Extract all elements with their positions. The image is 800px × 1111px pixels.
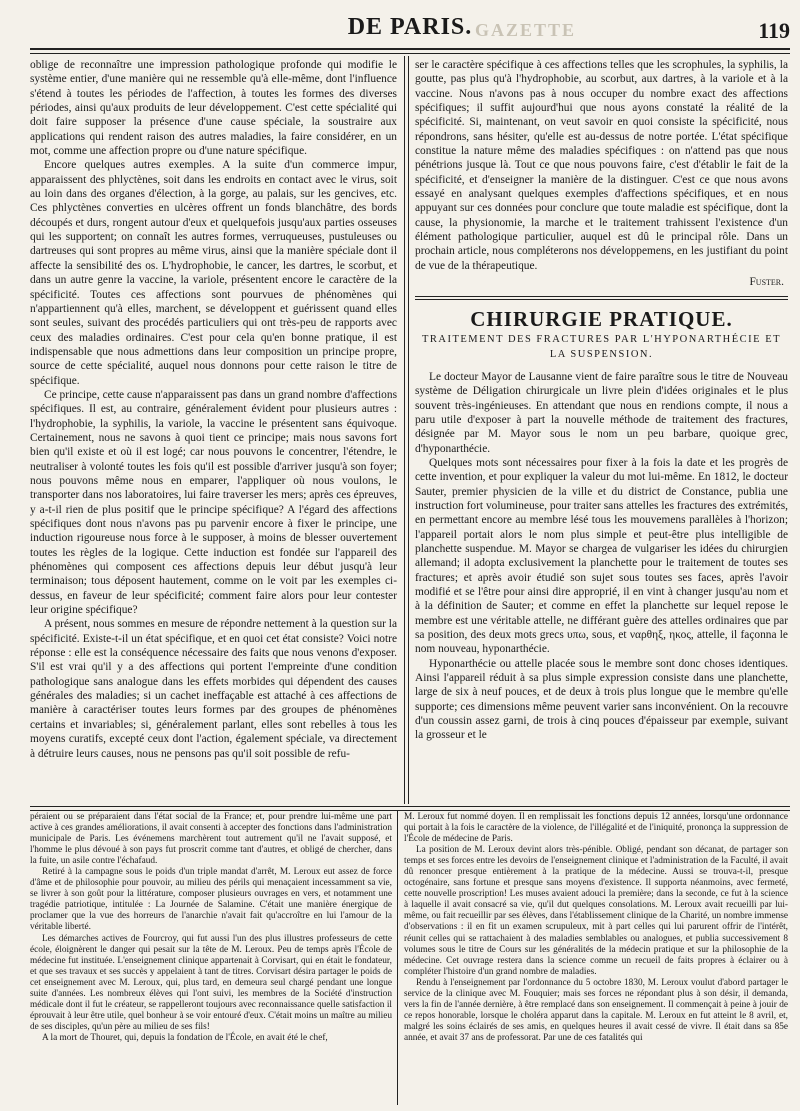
page-header-title: DE PARIS.	[347, 14, 473, 40]
show-through-text: GAZETTE	[475, 20, 577, 40]
article-signature: Fuster.	[749, 276, 784, 289]
bottom-left-column	[30, 812, 392, 1044]
bottom-right-column	[404, 812, 788, 1044]
right-paragraph-1: Le docteur Mayor de Lausanne vient de faire paraître sous le titre de Nouveau système de Déligation chirurgicale un livre plein d'idées originales et le plus souvent très-ingénieuses. En attendant que nous en rendions compte, il nous a paru utile d'exposer à part la nouvelle méthode de traitement des fractures, désignée par M. Mayor sous le nom un peu barbare, quoique grec, d'hyponarthécie.	[415, 370, 788, 455]
header-rule	[30, 48, 790, 54]
left-paragraph-3: Ce principe, cette cause n'apparaissent pas dans un grand nombre d'affections spécifiques. Il est, au contraire, généralement évident pour plusieurs autres : l'hydrophobie, la syphilis, la variole, la vaccine le présentent sans équivoque. Certainement, nous ne savons à quoi tient ce principe; mais nous savons fort bien qu'il existe et où il est logé; car nous pouvons le concentrer, l'étendre, le neutraliser à volonté toutes les fois qu'il est possible d'arriver jusqu'à son foyer; nous pouvons même nous en emparer, l'appliquer où nous voulons, le transporter dans nos laboratoires, lui faire traverser les mers; après ces épreuves, y a-t-il rien de plus positif que le principe spécifique? A l'égard des affections spécifiques dont nous n'avons pas pu parvenir encore à fixer le principe, une induction rigoureuse nous force à le supposer, à moins de blesser ouvertement toutes les règles de la logique. Cette induction est fondée sur l'appareil des phénomènes qui composent ces affections depuis leur début jusqu'à leur terminaison; tous déposent hautement, comme on le voit par les exemples ci-dessus, en faveur de leur spécificité; comment faire alors pour leur contester leur origine spécifique?	[30, 388, 397, 617]
left-paragraph-1: oblige de reconnaître une impression pathologique profonde qui modifie le système entier, d'une manière qui ne ressemble qu'à elle-même, dont l'influence s'étend à toutes les périodes de l'affection, à toutes les formes des diverses périodes, ainsi qu'aux produits de leur développement. C'est cette spécialité qui doit faire supposer la présence d'une cause spéciale, la soustraire aux applications qui rendent raison des autres maladies, la faire considérer, en un mot, comme une affection propre ou d'une nature spécifique.	[30, 59, 397, 158]
column-divider	[404, 56, 409, 804]
bottom-left-paragraph-1: péraient ou se préparaient dans l'état social de la France; et, pour prendre lui-même une part active à ces grandes améliorations, il avait consenti à accepter des fonctions dans l'administration municipale de Paris. Les événemens marchèrent tout autrement qu'il ne l'avait supposé, et l'homme le plus dévoué à son pays fut proscrit comme tant d'autres, et obligé de chercher, dans la fuite, un asile contre l'échafaud.	[30, 812, 392, 867]
bottom-right-paragraph-1: M. Leroux fut nommé doyen. Il en remplissait les fonctions depuis 12 années, lorsqu'une ordonnance qui portait à la fois le caractère de la violence, de l'illégalité et de l'iniquité, prononça la suppression de l'École de médecine de Paris.	[404, 812, 788, 845]
left-paragraph-4: A présent, nous sommes en mesure de répondre nettement à la question sur la spécificité. Existe-t-il un état spécifique, et en quoi cet état consiste? Voici notre réponse : elle est la conséquence nécessaire des faits que nous venons d'exposer. S'il est vrai qu'il y a des affections qui portent l'empreinte d'une condition pathologique sans analogue dans les effets morbides qui dépendent des causes générales des maladies; si un cachet ineffaçable est attaché à ces affections de manière à caractériser toutes leurs formes par des groupes de phénomènes certains et invariables; si, généralement parlant, elles sont rebelles à tous les moyens curatifs, excepté ceux dont l'action, également spéciale, va directement à détruire leurs causes, nous ne pensons pas qu'il soit possible de refu-	[30, 618, 398, 760]
right-paragraph-3: Hyponarthécie ou attelle placée sous le membre sont donc choses identiques. Ainsi l'appareil réduit à sa plus simple expression consiste dans une planchette, large de six à neuf pouces, et de deux à trois plus longue que le membre qu'elle supporte; ces dimensions même peuvent varier sans inconvénient. On la recouvre d'un coussin assez garni, de trois à cinq pouces d'épaisseur par exemple, suivant la grosseur et le	[415, 657, 788, 742]
bottom-left-paragraph-2: Retiré à la campagne sous le poids d'un triple mandat d'arrêt, M. Leroux eut assez de force d'âme et de philosophie pour pouvoir, au milieu des périls qui menaçaient incessamment sa vie, se livrer à son goût pour la littérature, composer plusieurs ouvrages en vers, et notamment une tragédie patriotique, intitulée : La Journée de Salamine. C'était une manière énergique de proclamer que la vue des horreurs de l'anarchie n'avait fait qu'accroître en lui l'amour de la véritable liberté.	[30, 867, 392, 933]
bottom-left-paragraph-3: Les démarches actives de Fourcroy, qui fut aussi l'un des plus illustres professeurs de cette école, éloignèrent le danger qui pesait sur la tête de M. Leroux. Peu de temps après l'École de médecine fut instituée. L'enseignement clinique appartenait à Corvisart, qui en était le fondateur, et que ses travaux et ses succès y appelaient à tant de titres. Corvisart désira partager le poids de cet enseignement avec M. Leroux, qui, plus tard, en demeura seul chargé pendant une longue suite d'années. Les nombreux élèves qui l'ont suivi, les membres de la Société d'instruction médicale dont il fut le créateur, se rappelleront toujours avec reconnaissance quelle satisfaction il éprouvait à leur être utile, quel bonheur à se voir entouré d'eux. C'était moins un maître au milieu de ses disciples, qu'un père au milieu de ses fils!	[30, 933, 392, 1032]
right-paragraph-continued: ser le caractère spécifique à ces affections telles que les scrophules, la syphilis, la goutte, pas plus qu'à l'hydrophobie, au scorbut, aux dartres, à la variole et à la vaccine. Nous n'avons pas à nous occuper du nombre exact des affections spécifiques; il suffit aujourd'hui que nous ayons constaté la réalité de la spécificité. Si, maintenant, on veut savoir en quoi consiste la spécificité, nous répondrons, sans hésiter, qu'elle est au-dessus de notre portée. L'état spécifique constitue la nature même des maladies spécifiques : on n'attend pas que nous pénétrions jusque là. Tout ce que nous pouvons faire, c'est d'établir le fait de la spécificité, et d'enseigner la manière de la distinguer. C'est ce que nous avons essayé en analysant quelques exemples d'affections spécifiques, et en nous appuyant sur ces données pour conclure que toute maladie est spécifique, dont la cause, la physionomie, la marche et le traitement trahissent l'existence d'un élément pathologique particulier, auquel est dû le principal rôle. Dans un prochain article, nous compléterons nos développemens, en les justifiant du point de vue de la thérapeutique.	[415, 59, 788, 272]
bottom-left-paragraph-4: A la mort de Thouret, qui, depuis la fondation de l'École, en avait été le chef,	[42, 1032, 328, 1043]
left-paragraph-2: Encore quelques autres exemples. A la suite d'un commerce impur, apparaissent des phlyctènes, soit dans les endroits en contact avec le virus, soit au loin dans des organes d'élection, à la gorge, au palais, sur les gencives, etc. Ces phlyctènes converties en ulcères offrent un fonds blanchâtre, des bords découpés et durs, rongent autour d'eux et quelquefois jusqu'aux parties osseuses qui les supportent; on connaît les autres formes, verruqueuses, pustuleuses ou dartreuses qui sont propres au même virus, ainsi que la manière spéciale dont il affecte la sensibilité des os. L'hydrophobie, le cancer, les dartres, le scorbut, et dans un autre genre la vaccine, la variole, présentent encore le caractère de la spécificité. Toutes ces affections sont pourvues de phénomènes qui n'appartiennent qu'à elles, marchent, se développent et guérissent quand elles sont seules, suivant des procédés particuliers qui ont très-peu de rapports avec ceux des maladies ordinaires. C'est pour cela qu'en bonne pratique, il est indispensable que nous admettions dans leur composition un principe propre, source de cette spécialité, auquel nous donnons pour cette raison le titre de spécifique.	[30, 159, 397, 387]
bottom-right-paragraph-2: La position de M. Leroux devint alors très-pénible. Obligé, pendant son décanat, de partager son temps et ses forces entre les devoirs de l'enseignement clinique et l'administration de la Faculté, il avait dû renoncer presque entièrement à la pratique de la médecine. Aussi se trouva-t-il, presque octogénaire, sans fortune et presque sans moyens d'existence. Il supporta néanmoins, avec fermeté, cette nouvelle proscription! Les muses avaient adouci la première; dans la seconde, ce fut à la science à laquelle il avait consacré sa vie, qu'il dut quelques consolations. M. Leroux avait recueilli par lui-même, ou fait recueillir par ses élèves, dans l'établissement clinique de la Charité, un nombre immense d'observations : il en fit un examen scrupuleux, mit à part celles qui lui parurent offrir de l'intérêt, réunit celles qui se rattachaient à des maladies semblables ou analogues, et publia successivement 8 volumes sous le titre de Cours sur les généralités de la médecin pratique et sur la philosophie de la médecine. Cet ouvrage restera dans la science comme un recueil de faits propres à éclairer ou à compléter l'histoire d'un grand nombre de maladies.	[404, 845, 788, 977]
masthead	[30, 14, 790, 50]
bottom-right-paragraph-3: Rendu à l'enseignement par l'ordonnance du 5 octobre 1830, M. Leroux voulut d'abord partager le service de la clinique avec M. Fouquier; mais ses forces ne répondant plus à son désir, il demanda, vers la fin de l'année dernière, à être remplacé dans son enseignement. Il commençait à peine à jouir de ce repos honorable, lorsque le choléra apparut dans la capitale. M. Leroux en fut atteint le 8 avril, et, malgré les soins éclairés de ses amis, en quelques heures il avait cessé de vivre. Il était dans sa 85e année, et avait 37 ans de professorat. Par une de ces fatalités qui	[404, 977, 788, 1043]
left-column	[30, 58, 397, 761]
bottom-column-divider	[397, 810, 399, 1105]
article-subtitle: TRAITEMENT DES FRACTURES PAR L'HYPONARTHÉCIE ET LA SUSPENSION.	[421, 333, 782, 360]
section-rule	[415, 296, 788, 300]
page-number: 119	[758, 18, 790, 43]
feuilleton-rule	[30, 806, 790, 811]
section-title: CHIRURGIE PRATIQUE.	[470, 306, 733, 331]
right-paragraph-2: Quelques mots sont nécessaires pour fixer à la fois la date et les progrès de cette invention, et pour expliquer la valeur du mot lui-même. En 1812, le docteur Sauter, premier physicien de la ville et du district de Constance, publia une instruction fort volumineuse, pour traiter sans attelles les fractures des extrémités, en permettant encore au membre lésé tous les mouvemens parallèles à l'horizon; l'appareil portait alors le nom plus simple et peut-être plus intelligible de planchette suspendue. M. Mayor se chargea de vulgariser les idées du chirurgien allemand; il adopta exclusivement la planchette pour le traitement de toutes ses fractures; et après avoir étudié son sujet sous toutes ses faces, après l'avoir modifié et se l'être pour ainsi dire approprié, il en vint à changer jusqu'au nom et à la définition de Sauter; et comme en effet la planchette sur lequel repose le membre est une véritable attelle, ne différant guère des attelles ordinaires que par sa position, des deux mots grecs υπω, sous, et ναρθηξ, ηκος, attelle, il façonna le nom nouveau, hyponarthécie.	[415, 456, 788, 656]
right-column	[415, 58, 788, 743]
